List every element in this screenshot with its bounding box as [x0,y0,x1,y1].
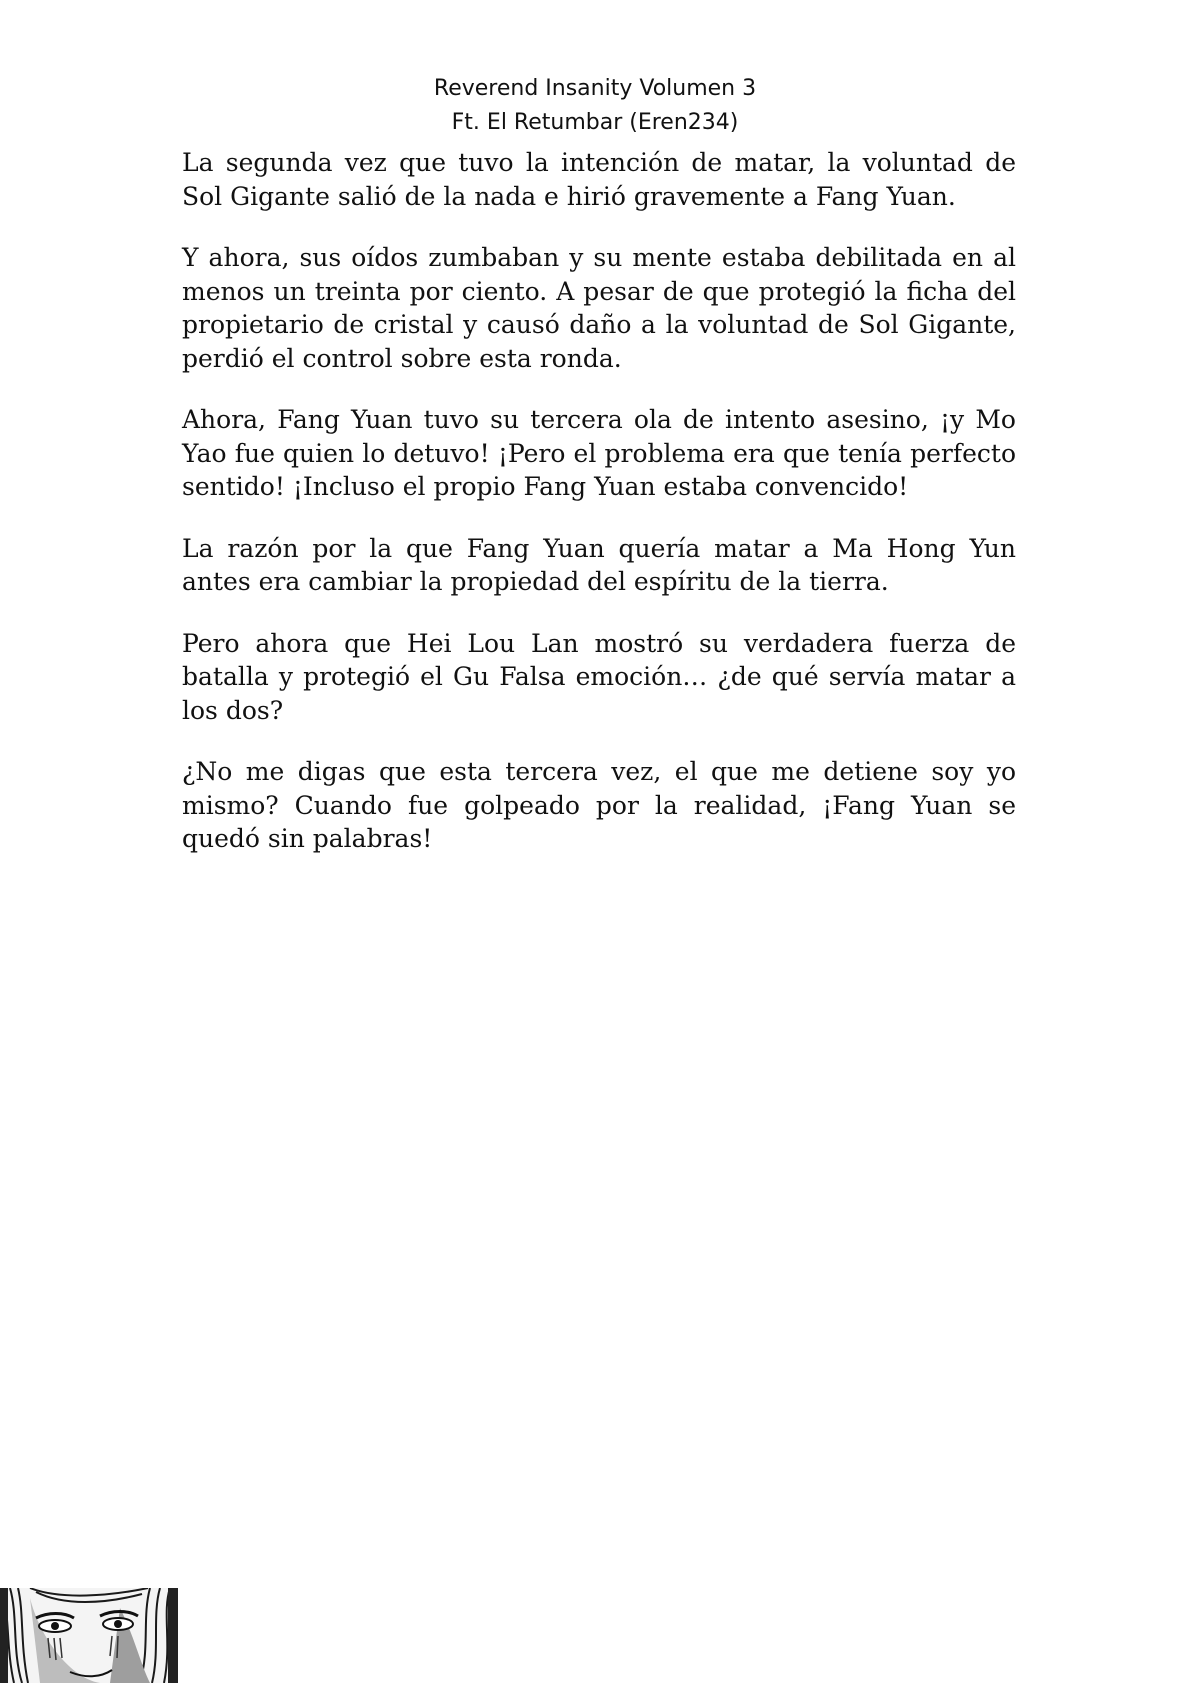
book-title: Reverend Insanity Volumen 3 [433,76,757,101]
page-body [182,146,1016,884]
paragraph-4: La razón por la que Fang Yuan quería matar a Ma Hong Yun antes era cambiar la propiedad del espíritu de la tierra. [182,533,1016,596]
paragraph-6: ¿No me digas que esta tercera vez, el que me detiene soy yo mismo? Cuando fue golpeado por la realidad, ¡Fang Yuan se quedó sin palabras! [182,757,1016,853]
paragraph-3: Ahora, Fang Yuan tuvo su tercera ola de intento asesino, ¡y Mo Yao fue quien lo detuvo! ¡Pero el problema era que tenía perfecto sentido! ¡Incluso el propio Fang Yuan estaba convencido! [182,405,1016,501]
paragraph-1: La segunda vez que tuvo la intención de matar, la voluntad de Sol Gigante salió de la nada e hirió gravemente a Fang Yuan. [182,148,1016,211]
book-subtitle: Ft. El Retumbar (Eren234) [451,110,739,135]
page-header [0,72,1190,140]
manga-face-illustration-icon [0,1588,178,1683]
paragraph-2: Y ahora, sus oídos zumbaban y su mente estaba debilitada en al menos un treinta por ciento. A pesar de que protegió la ficha del propietario de cristal y causó daño a la voluntad de Sol Gigante, perdió el control sobre esta ronda. [182,243,1016,373]
paragraph-5: Pero ahora que Hei Lou Lan mostró su verdadera fuerza de batalla y protegió el Gu Falsa emoción… ¿de qué servía matar a los dos? [182,628,1016,725]
